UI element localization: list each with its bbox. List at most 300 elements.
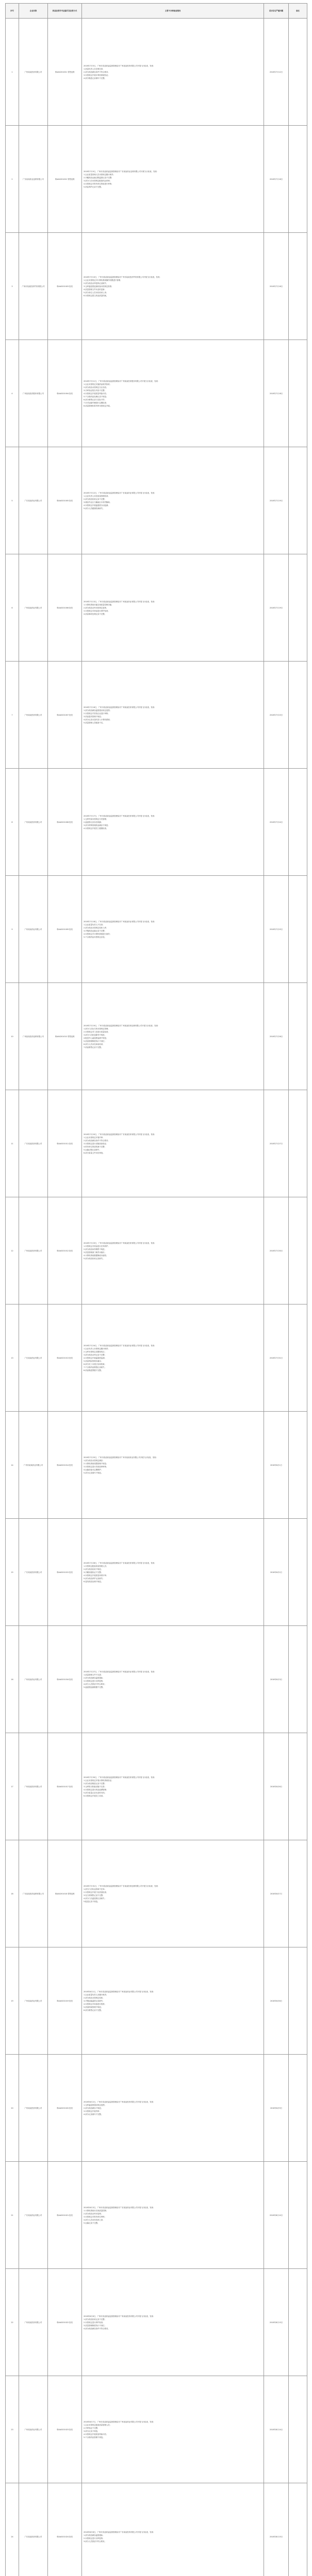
finding-line: 4.未按规定开展温湿度监测； bbox=[84, 1357, 106, 1359]
finding-line: 5.不合格药品未按规定存放。 bbox=[84, 936, 106, 938]
findings-cell bbox=[82, 2483, 264, 2576]
finding-line: 6.部分人员未经岗前培训； bbox=[84, 1043, 105, 1045]
finding-line: 4.未按规定开展质量风险评估； bbox=[84, 2433, 108, 2435]
finding-line: 2018年7月11日，广州市食品药品监督管理局对广州某某医药股份有限公司开展飞行检查，发现： bbox=[84, 380, 160, 382]
finding-line: 2018年7月13日，广州市食品药品监督管理局对广州某某药业有限公司开展飞行检查，发现： bbox=[84, 600, 156, 603]
company-name: 广东某某药业连锁有限公司 bbox=[19, 126, 48, 233]
finding-line: 4.未按规定开展温湿度自动监测； bbox=[84, 504, 110, 506]
finding-line: 5.质量风险管理未落实； bbox=[84, 1360, 103, 1362]
remark-cell bbox=[289, 1090, 307, 1197]
finding-line: 4.部分人员资质不符合要求； bbox=[84, 1683, 106, 1685]
finding-line: 2.冷藏药品运输过程温度记录不完整； bbox=[84, 176, 113, 179]
finding-line: 6.部分员工未建立培训档案； bbox=[84, 1363, 106, 1365]
finding-line: 1.质量负责人未在职在岗； bbox=[84, 67, 105, 70]
finding-line: 2018年8月2日，广州市食品药品监督管理局对广州某某医药有限公司开展飞行检查，发现： bbox=[84, 2100, 155, 2103]
serious-issue-date: 2018年8月6日 bbox=[264, 1733, 289, 1840]
finding-line: 2018年7月26日，广州市食品药品监督管理局对广东某某医药有限公司开展飞行检查，发现： bbox=[84, 1562, 156, 1564]
finding-line: 3.部分人员资质不符合要求。 bbox=[84, 2540, 106, 2543]
finding-line: 3.未按规定开展内审； bbox=[84, 2110, 101, 2112]
license-info: 粤AA0201011 批发 bbox=[48, 1090, 82, 1197]
finding-line: 1.部分药品未按规定储存； bbox=[84, 1459, 105, 1462]
company-name: 广东某某医药有限公司 bbox=[19, 1090, 48, 1197]
header-license: 药品经营许可证编号及经营方式 bbox=[48, 4, 82, 19]
row-number: 20 bbox=[6, 2055, 19, 2162]
table-row bbox=[6, 983, 307, 1090]
finding-line: 2018年7月18日，广州市食品药品监督管理局对广州某某药业有限公司开展飞行检查，发现： bbox=[84, 920, 156, 923]
company-name: 广州市某某药业有限公司 bbox=[19, 1412, 48, 1519]
finding-line: 2.部分药品验收不规范； bbox=[84, 1568, 103, 1570]
license-info: 粤AA0201023 批发 bbox=[48, 2376, 82, 2483]
finding-line: 8.药品购进票据不完整。 bbox=[84, 1369, 103, 1371]
finding-line: 3.质量管理部门职责未落实； bbox=[84, 1251, 106, 1253]
license-info: 粤AA0201016 批发 bbox=[48, 1626, 82, 1733]
remark-cell bbox=[289, 662, 307, 769]
table-row bbox=[6, 2376, 307, 2483]
finding-line: 2018年7月20日，广州市食品药品监督管理局对广东某某医药有限公司开展飞行检查，发现： bbox=[84, 1133, 156, 1136]
finding-line: 2.部分药品未按规定验收入库； bbox=[84, 926, 108, 929]
finding-line: 2.部分药品验收记录不完整； bbox=[84, 498, 106, 500]
finding-line: 6.退货药品处理不规范。 bbox=[84, 1580, 103, 1583]
table-row bbox=[6, 1733, 307, 1840]
license-info: 粤AA0201008 批发 bbox=[48, 769, 82, 876]
finding-line: 2018年7月19日，广州市食品药品监督管理局对广州某某医药连锁有限公司开展飞行检查，发现： bbox=[84, 1024, 160, 1027]
license-info: 粤AA0201004 批发 bbox=[48, 340, 82, 447]
row-number: 14 bbox=[6, 1412, 19, 1519]
finding-line: 1.企业未按规定开展内审； bbox=[84, 1136, 105, 1139]
serious-issue-date: 2018年7月18日 bbox=[264, 340, 289, 447]
row-number: 1 bbox=[6, 19, 19, 126]
findings-cell bbox=[82, 233, 264, 340]
table-row bbox=[6, 2055, 307, 2162]
company-name: 广东某某医药有限公司 bbox=[19, 2483, 48, 2576]
license-info: 粤AA0201019 批发 bbox=[48, 1947, 82, 2055]
header-remark: 备注 bbox=[289, 4, 307, 19]
finding-line: 1.企业未按规定开展计算机系统验证； bbox=[84, 1779, 113, 1782]
table-body bbox=[6, 19, 307, 2576]
company-name: 广东某某药业有限公司 bbox=[19, 447, 48, 554]
finding-line: 5.部分人员健康档案缺失。 bbox=[84, 507, 105, 510]
serious-issue-date: 2018年8月9日 bbox=[264, 2055, 289, 2162]
finding-line: 1.企业未按规定实施药品收货验收； bbox=[84, 383, 112, 385]
license-info: 粤AA0201018 零售连锁 bbox=[48, 1840, 82, 1947]
remark-cell bbox=[289, 2483, 307, 2576]
table-row bbox=[6, 2483, 307, 2576]
row-number: 17 bbox=[6, 1733, 19, 1840]
finding-line: 5.部分岗位人员未经培训上岗； bbox=[84, 291, 108, 294]
serious-issue-date: 2018年8月14日 bbox=[264, 2376, 289, 2483]
row-number: 21 bbox=[6, 2162, 19, 2269]
finding-line: 2018年7月24日，广州市食品药品监督管理局对广东某某药业有限公司开展飞行检查，发现： bbox=[84, 1344, 156, 1347]
license-info: 粤AA0201021 批发 bbox=[48, 2162, 82, 2269]
findings-cell bbox=[82, 19, 264, 126]
row-number: 9 bbox=[6, 876, 19, 983]
finding-line: 1.仓库货架未按规定分类管理； bbox=[84, 818, 108, 820]
remark-cell bbox=[289, 2269, 307, 2376]
company-name: 广州某某医药有限公司 bbox=[19, 1733, 48, 1840]
finding-line: 4.质量事故处理记录不完整。 bbox=[84, 613, 106, 615]
findings-cell bbox=[82, 340, 264, 447]
finding-line: 1.质量管理文件不完善； bbox=[84, 1673, 103, 1676]
finding-line: 2.部分药品储存条件不符合要求； bbox=[84, 1139, 110, 1142]
serious-issue-date: 2018年7月31日 bbox=[264, 1304, 289, 1412]
finding-line: 7.不合格药品销毁记录缺失； bbox=[84, 1366, 106, 1368]
finding-line: 6.部分销售记录与实际不符； bbox=[84, 398, 106, 401]
finding-line: 2.部分药品出库复核记录缺失； bbox=[84, 282, 108, 284]
finding-line: 2.部分药品储存不规范； bbox=[84, 2107, 103, 2109]
findings-cell bbox=[82, 1197, 264, 1304]
findings-cell bbox=[82, 1519, 264, 1626]
table-row bbox=[6, 1304, 307, 1412]
finding-line: 2.部分药品未按规定验收； bbox=[84, 1996, 105, 1999]
company-name: 广州某某医药有限公司 bbox=[19, 19, 48, 126]
serious-issue-date: 2018年7月16日 bbox=[264, 126, 289, 233]
findings-cell bbox=[82, 1947, 264, 2055]
finding-line: 2.温湿度记录存在缺漏； bbox=[84, 821, 103, 823]
finding-line: 1.企业质量管理人员未按规定履行职责； bbox=[84, 173, 115, 176]
finding-line: 1.企业负责人未按规定履行职责； bbox=[84, 1347, 110, 1350]
finding-line: 2018年7月10日，广州市食品药品监督管理局对广州市某某医药贸易有限公司开展飞行检查，发现： bbox=[84, 276, 161, 278]
company-name: 广州某某医药有限公司 bbox=[19, 2269, 48, 2376]
findings-cell bbox=[82, 1090, 264, 1197]
finding-line: 3.未按规定进行出库复核； bbox=[84, 1680, 105, 1682]
finding-line: 5.不合格药品处理记录不规范； bbox=[84, 395, 108, 398]
finding-line: 1.计算机系统未实现质量控制； bbox=[84, 2209, 108, 2212]
remark-cell bbox=[289, 983, 307, 1090]
finding-line: 2018年7月17日，广州市食品药品监督管理局对广州某某医药有限公司开展飞行检查，发现： bbox=[84, 815, 156, 817]
finding-line: 4.未按规定开展质量体系评审； bbox=[84, 1574, 108, 1577]
findings-cell bbox=[82, 126, 264, 233]
remark-cell bbox=[289, 19, 307, 126]
row-number: 2 bbox=[6, 126, 19, 233]
serious-issue-date: 2018年7月19日 bbox=[264, 554, 289, 662]
finding-line: 1.未按规定对药品进行在库养护； bbox=[84, 1245, 110, 1247]
finding-line: 4.部分购进记录填写不完整。 bbox=[84, 77, 106, 79]
row-number: 11 bbox=[6, 1090, 19, 1197]
finding-line: 5.温湿度监测数据不完整。 bbox=[84, 1686, 105, 1688]
finding-line: 2.部分药品购进记录不完整； bbox=[84, 1782, 106, 1785]
finding-line: 4.部分记录填写不完整。 bbox=[84, 2113, 103, 2115]
finding-line: 2.部分药品储存温度超标； bbox=[84, 1676, 105, 1679]
findings-cell bbox=[82, 1733, 264, 1840]
finding-line: 4.运输设备未定期维护； bbox=[84, 1468, 103, 1471]
findings-cell bbox=[82, 1412, 264, 1519]
row-number: 8 bbox=[6, 769, 19, 876]
finding-line: 3.未按规定对药品进行养护检查； bbox=[84, 609, 110, 612]
row-number: 7 bbox=[6, 662, 19, 769]
license-info: 粤AA0201017 批发 bbox=[48, 1733, 82, 1840]
remark-cell bbox=[289, 769, 307, 876]
findings-cell bbox=[82, 1840, 264, 1947]
table-row bbox=[6, 1947, 307, 2055]
finding-line: 2.计算机系统权限管理不规范； bbox=[84, 1462, 108, 1465]
finding-line: 1.部分门店执业药师不在岗； bbox=[84, 1888, 106, 1890]
license-info: 粤AA0201002 零售连锁 bbox=[48, 126, 82, 233]
remark-cell bbox=[289, 2376, 307, 2483]
license-info: 粤AA0201015 批发 bbox=[48, 1519, 82, 1626]
finding-line: 2018年7月27日，广州市食品药品监督管理局对广州某某药业有限公司开展飞行检查，发现： bbox=[84, 1670, 156, 1673]
serious-issue-date: 2018年7月26日 bbox=[264, 983, 289, 1090]
serious-issue-date: 2018年8月8日 bbox=[264, 1947, 289, 2055]
license-info: 粤AA0201013 批发 bbox=[48, 1304, 82, 1412]
finding-line: 4.部分人员未经培训上岗； bbox=[84, 2218, 105, 2221]
table-row bbox=[6, 447, 307, 554]
finding-line: 2.未按规定进行出库复核； bbox=[84, 2537, 105, 2539]
license-info: 粤AA0201012 批发 bbox=[48, 1197, 82, 1304]
finding-line: 2.部分药品出库未复核； bbox=[84, 2212, 103, 2215]
finding-line: 4.配送中心温湿度监测不规范； bbox=[84, 1037, 108, 1039]
company-name: 广州某某医药连锁有限公司 bbox=[19, 983, 48, 1090]
company-name: 广州市某某医药贸易有限公司 bbox=[19, 233, 48, 340]
table-header-row bbox=[6, 4, 307, 19]
license-info: 粤AA0201020 批发 bbox=[48, 2055, 82, 2162]
license-info: 粤AA0201009 批发 bbox=[48, 876, 82, 983]
finding-line: 2.未按规定对首营企业进行审核； bbox=[84, 712, 110, 715]
license-info: 粤AA0201010 零售连锁 bbox=[48, 983, 82, 1090]
finding-line: 2018年7月30日，广州市食品药品监督管理局对广州某某医药有限公司开展飞行检查，发现： bbox=[84, 1776, 156, 1778]
serious-issue-date: 2018年8月1日 bbox=[264, 1412, 289, 1519]
serious-issue-date: 2018年8月10日 bbox=[264, 2162, 289, 2269]
finding-line: 2.冷库验证不完整； bbox=[84, 2427, 100, 2429]
finding-line: 5.不合格药品管理不规范。 bbox=[84, 2436, 105, 2438]
finding-line: 4.部分门店温湿度记录缺失； bbox=[84, 1897, 106, 1900]
finding-line: 2.部分药品储存条件不符合要求； bbox=[84, 71, 110, 73]
table-row bbox=[6, 1197, 307, 1304]
serious-issue-date: 2018年7月25日 bbox=[264, 876, 289, 983]
finding-line: 4.未按规定开展质量风险评估； bbox=[84, 392, 108, 395]
inspection-report bbox=[5, 3, 307, 2576]
finding-line: 3.部分门店未按规定配备执业药师； bbox=[84, 179, 112, 182]
license-info: 粤AA0201003 批发 bbox=[48, 233, 82, 340]
table-row bbox=[6, 662, 307, 769]
row-number: 16 bbox=[6, 1626, 19, 1733]
finding-line: 3.部分记录不规范； bbox=[84, 2430, 100, 2432]
serious-issue-date: 2018年8月2日 bbox=[264, 1519, 289, 1626]
finding-line: 2018年7月23日，广州市食品药品监督管理局对广州某某医药有限公司开展飞行检查，发现： bbox=[84, 1242, 156, 1244]
remark-cell bbox=[289, 340, 307, 447]
finding-line: 3.冷链运输温度记录缺失； bbox=[84, 1999, 105, 2002]
finding-line: 5.运输过程记录缺失； bbox=[84, 1148, 101, 1151]
finding-line: 1.企业质量负责人未履行职责； bbox=[84, 1993, 108, 1996]
finding-line: 2.仓库未按规定设置待验区； bbox=[84, 1350, 106, 1353]
finding-line: 4.未按规定对计算机系统进行备份； bbox=[84, 933, 112, 935]
row-number: 24 bbox=[6, 2483, 19, 2576]
finding-line: 1.部分药品验收记录不完整； bbox=[84, 2318, 106, 2320]
finding-line: 4.未按规定进行药品追溯管理； bbox=[84, 1788, 108, 1791]
finding-line: 2.部分药品出库未按规定复核； bbox=[84, 606, 108, 609]
finding-line: 6.部分销售记录不完整。 bbox=[84, 2009, 103, 2011]
finding-line: 2018年7月9日，广州市食品药品监督管理局对广东某某药业连锁有限公司开展飞行检查，发现： bbox=[84, 170, 159, 173]
company-name: 广东某某药业有限公司 bbox=[19, 2162, 48, 2269]
finding-line: 1.部分药品储存温度超出规定范围； bbox=[84, 709, 112, 711]
finding-line: 2018年7月16日，广州市食品药品监督管理局对广州某某医药有限公司开展飞行检查，发现： bbox=[84, 706, 156, 708]
finding-line: 1.部分药品储存温度超标； bbox=[84, 2534, 105, 2536]
finding-line: 4.计算机系统数据修改未留痕； bbox=[84, 1254, 108, 1257]
finding-line: 4.未按规定对设备进行校准； bbox=[84, 2003, 106, 2005]
finding-line: 1.企业未按规定对计算机系统操作权限进行管理； bbox=[84, 279, 122, 281]
finding-line: 5.配送记录不规范。 bbox=[84, 1900, 100, 1903]
row-number: 19 bbox=[6, 1947, 19, 2055]
finding-line: 2.部分药品拆零销售不规范； bbox=[84, 1248, 106, 1250]
remark-cell bbox=[289, 1626, 307, 1733]
remark-cell bbox=[289, 233, 307, 340]
row-number: 3 bbox=[6, 233, 19, 340]
finding-line: 3.冷链药品运输记录不完整； bbox=[84, 929, 106, 932]
findings-cell bbox=[82, 769, 264, 876]
finding-line: 7.药品销售记录不完整。 bbox=[84, 1046, 103, 1048]
table-row bbox=[6, 1090, 307, 1197]
finding-line: 3.部分特殊管理药品储存不规范； bbox=[84, 824, 110, 826]
finding-line: 5.部分药品养护记录缺失； bbox=[84, 1577, 105, 1580]
finding-line: 4.供货单位资质档案不完整； bbox=[84, 1145, 106, 1148]
serious-issue-date: 2018年7月23日 bbox=[264, 662, 289, 769]
license-info: 粤AA0201024 批发 bbox=[48, 2483, 82, 2576]
finding-line: 1.计算机系统未能实现质量控制功能； bbox=[84, 603, 113, 606]
company-name: 广州某某医药有限公司 bbox=[19, 769, 48, 876]
remark-cell bbox=[289, 126, 307, 233]
table-row bbox=[6, 126, 307, 233]
finding-line: 3.未按规定开展计算机系统验证； bbox=[84, 74, 110, 76]
license-info: 粤AA0201005 批发 bbox=[48, 447, 82, 554]
finding-line: 4.部分记录未及时录入计算机系统； bbox=[84, 718, 112, 721]
remark-cell bbox=[289, 2162, 307, 2269]
table-row bbox=[6, 233, 307, 340]
remark-cell bbox=[289, 1519, 307, 1626]
finding-line: 3.冷藏设施验证不完整； bbox=[84, 1571, 103, 1573]
serious-issue-date: 2018年8月3日 bbox=[264, 1626, 289, 1733]
company-name: 广东某某医药连锁有限公司 bbox=[19, 1840, 48, 1947]
findings-cell bbox=[82, 2162, 264, 2269]
table-row bbox=[6, 19, 307, 126]
findings-cell bbox=[82, 983, 264, 1090]
remark-cell bbox=[289, 447, 307, 554]
table-row bbox=[6, 2269, 307, 2376]
finding-line: 3.部分门店药品陈列不规范； bbox=[84, 1033, 106, 1036]
license-info: 粤AA0201014 批发 bbox=[48, 1412, 82, 1519]
serious-issue-date: 2018年8月13日 bbox=[264, 2269, 289, 2376]
serious-issue-date: 2018年7月16日 bbox=[264, 233, 289, 340]
row-number: 23 bbox=[6, 2376, 19, 2483]
license-info: 粤AA0201022 批发 bbox=[48, 2269, 82, 2376]
company-name: 广州某某药业有限公司 bbox=[19, 876, 48, 983]
license-info: 粤AA0201007 批发 bbox=[48, 662, 82, 769]
header-serious: 是否存在严重问题 bbox=[264, 4, 289, 19]
finding-line: 5.运输记录不完整。 bbox=[84, 2222, 100, 2224]
company-name: 广州某某药业有限公司 bbox=[19, 2376, 48, 2483]
finding-line: 2.未按规定开展门店质量检查； bbox=[84, 1891, 108, 1893]
finding-line: 3.未按规定进行设施设备验证； bbox=[84, 1142, 108, 1145]
finding-line: 2018年7月31日，广州市食品药品监督管理局对广东某某医药连锁有限公司开展飞行检查，发现： bbox=[84, 1885, 160, 1887]
serious-issue-date: 2018年7月27日 bbox=[264, 1090, 289, 1197]
finding-line: 1.仓库温湿度超出规定范围； bbox=[84, 2104, 106, 2106]
findings-cell bbox=[82, 2269, 264, 2376]
finding-line: 2018年8月8日，广州市食品药品监督管理局对广东某某医药有限公司开展飞行检查，发现： bbox=[84, 2531, 155, 2533]
finding-line: 3.处方药销售记录不完整； bbox=[84, 1894, 105, 1896]
finding-line: 6.未按规定建立药品质量档案。 bbox=[84, 294, 108, 297]
finding-line: 4.未按规定开展员工健康检查。 bbox=[84, 827, 108, 829]
finding-line: 3.未按规定对供货单位审核； bbox=[84, 2215, 106, 2218]
table-row bbox=[6, 1840, 307, 1947]
finding-line: 2018年7月25日，广州市食品药品监督管理局对广州市某某药业有限公司开展飞行检查，发现： bbox=[84, 1456, 158, 1459]
serious-issue-date: 2018年7月12日 bbox=[264, 19, 289, 126]
finding-line: 3.仓库防虫防鼠设施不完善； bbox=[84, 1785, 106, 1788]
company-name: 广州某某医药有限公司 bbox=[19, 2055, 48, 2162]
finding-line: 6.部分质量文件未经审批。 bbox=[84, 1151, 105, 1154]
finding-line: 5.药品养护记录不完整。 bbox=[84, 185, 103, 188]
table-row bbox=[6, 340, 307, 447]
finding-line: 3.部分药品出库记录不完整； bbox=[84, 1353, 106, 1356]
finding-line: 2018年8月6日，广州市食品药品监督管理局对广州某某医药有限公司开展飞行检查，发现： bbox=[84, 2315, 155, 2317]
row-number: 5 bbox=[6, 447, 19, 554]
finding-line: 3.储存作业区与辅助区未有效隔离； bbox=[84, 501, 112, 503]
findings-cell bbox=[82, 876, 264, 983]
serious-issue-date: 2018年7月30日 bbox=[264, 1197, 289, 1304]
finding-line: 5.部分记录填写不规范。 bbox=[84, 1471, 103, 1474]
findings-cell bbox=[82, 662, 264, 769]
row-number: 12 bbox=[6, 1197, 19, 1304]
row-number: 10 bbox=[6, 983, 19, 1090]
serious-issue-date: 2018年7月24日 bbox=[264, 769, 289, 876]
finding-line: 3.质量管理制度执行不到位； bbox=[84, 2324, 106, 2327]
finding-line: 8.质量管理体系内审未按规定开展。 bbox=[84, 404, 112, 407]
finding-line: 3.未按规定进行首营品种审核； bbox=[84, 1465, 108, 1468]
finding-line: 5.部分药品验收记录缺失。 bbox=[84, 1257, 105, 1260]
company-name: 广东某某药业有限公司 bbox=[19, 1304, 48, 1412]
serious-issue-date: 2018年7月19日 bbox=[264, 447, 289, 554]
findings-cell bbox=[82, 447, 264, 554]
serious-issue-date: 2018年8月15日 bbox=[264, 2483, 289, 2576]
table-row bbox=[6, 1626, 307, 1733]
finding-line: 1.企业质量负责人不在岗； bbox=[84, 923, 105, 926]
table-row bbox=[6, 769, 307, 876]
row-number: 13 bbox=[6, 1304, 19, 1412]
finding-line: 4.未按规定对供货单位资质进行审核； bbox=[84, 182, 113, 185]
finding-line: 4.质量管理文件未及时更新； bbox=[84, 288, 106, 291]
table-row bbox=[6, 1412, 307, 1519]
table-row bbox=[6, 2162, 307, 2269]
finding-line: 1.企业未按规定配备质量管理人员； bbox=[84, 2424, 112, 2426]
company-name: 广州某某医药股份有限公司 bbox=[19, 340, 48, 447]
findings-cell bbox=[82, 2376, 264, 2483]
row-number: 4 bbox=[6, 340, 19, 447]
company-name: 广州某某药业有限公司 bbox=[19, 554, 48, 662]
remark-cell bbox=[289, 1733, 307, 1840]
company-name: 广州某某药业有限公司 bbox=[19, 1947, 48, 2055]
finding-line: 4.部分药品储存条件不符合要求。 bbox=[84, 2327, 110, 2330]
finding-line: 2.未按规定对门店进行质量检查； bbox=[84, 1030, 110, 1033]
remark-cell bbox=[289, 554, 307, 662]
header-findings: 主要不合格检查情况 bbox=[82, 4, 264, 19]
row-number: 18 bbox=[6, 1840, 19, 1947]
finding-line: 2018年7月12日，广州市食品药品监督管理局对广东某某药业有限公司开展飞行检查，发现： bbox=[84, 492, 156, 494]
row-number: 22 bbox=[6, 2269, 19, 2376]
finding-line: 5.质量管理人员配备不足。 bbox=[84, 721, 105, 724]
license-info: 粤AA0201006 批发 bbox=[48, 554, 82, 662]
company-name: 广州某某药业有限公司 bbox=[19, 1626, 48, 1733]
findings-cell bbox=[82, 554, 264, 662]
finding-line: 5.质量档案管理不规范； bbox=[84, 2006, 103, 2008]
table-row bbox=[6, 876, 307, 983]
finding-line: 2.未按规定进行养护检查； bbox=[84, 2321, 105, 2324]
remark-cell bbox=[289, 1947, 307, 2055]
serious-issue-date: 2018年8月7日 bbox=[264, 1840, 289, 1947]
finding-line: 3.冷库验证报告内容不完整； bbox=[84, 389, 106, 392]
company-name: 广州某某医药有限公司 bbox=[19, 662, 48, 769]
finding-line: 1.企业负责人未经质量管理培训； bbox=[84, 495, 110, 497]
row-number: 6 bbox=[6, 554, 19, 662]
header-company: 企业名称 bbox=[19, 4, 48, 19]
finding-line: 2018年8月3日，广州市食品药品监督管理局对广东某某药业有限公司开展飞行检查，发现： bbox=[84, 2206, 155, 2209]
remark-cell bbox=[289, 1197, 307, 1304]
